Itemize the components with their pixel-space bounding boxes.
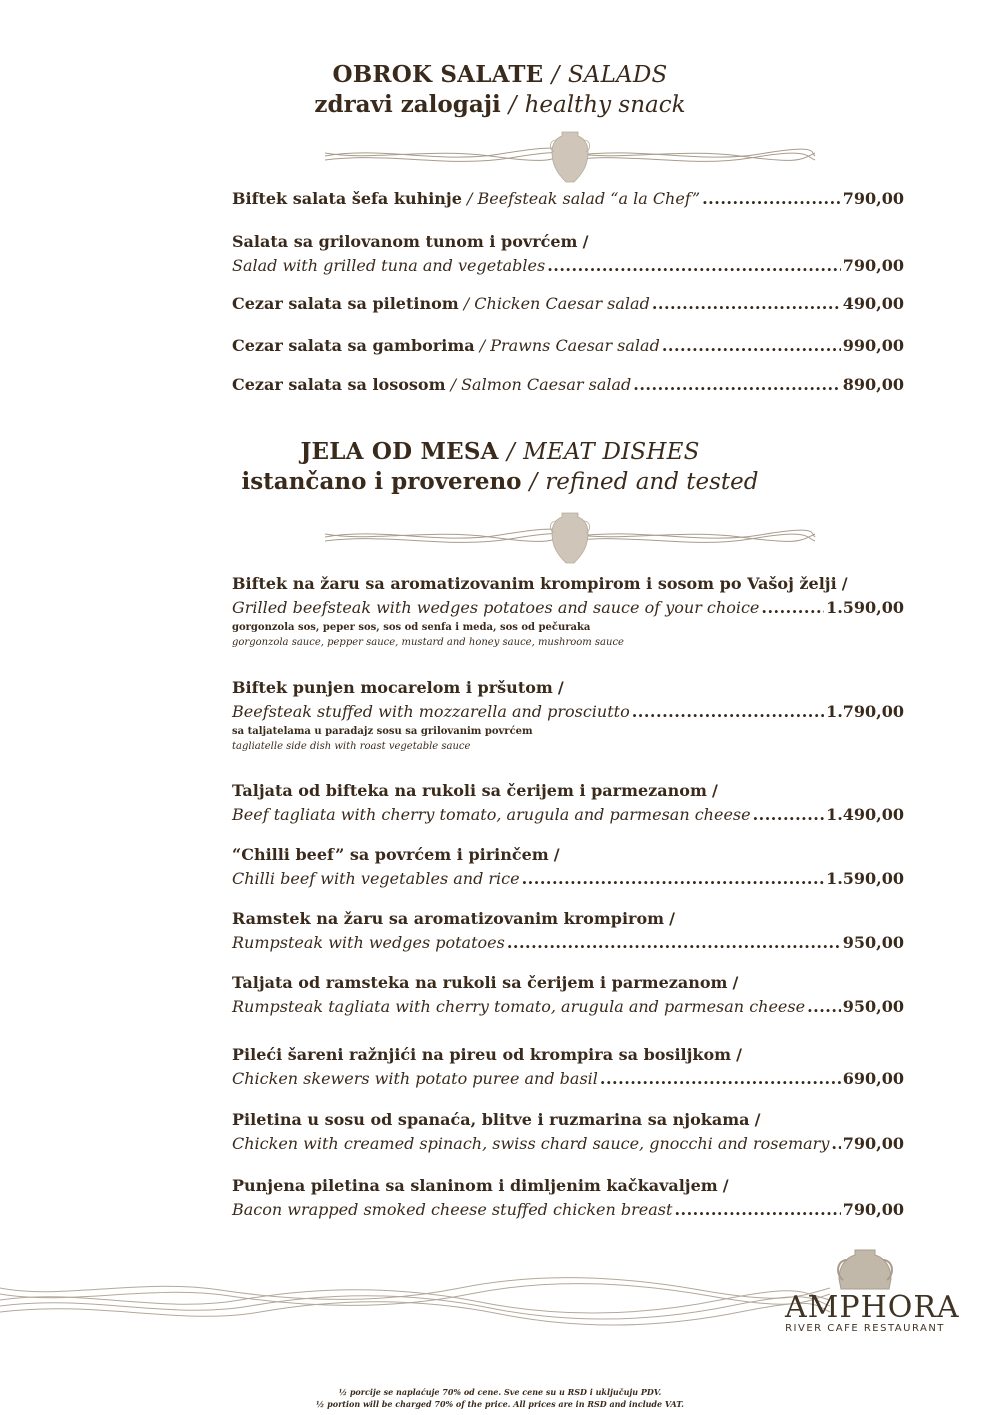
menu-item: Cezar salata sa lososom / Salmon Caesar salad ..... 890,00 [232, 373, 904, 397]
leader-dots [831, 1132, 840, 1156]
footer-note [0, 1386, 1000, 1410]
menu-item: “Chilli beef” sa povrćem i pirinčem / Chilli beef with vegetables and rice ..... 1.590,00 [232, 843, 904, 891]
item-note: sa taljatelama u paradajz sosu sa grilovanim povrćem [232, 726, 533, 737]
price: 1.590,00 [826, 869, 904, 888]
menu-item: Cezar salata sa gamborima / Prawns Caesar salad ..... 990,00 [232, 334, 904, 358]
salads-subtitle: zdravi zalogaji / healthy snack [314, 91, 686, 118]
brand-tagline: RIVER CAFE RESTAURANT [785, 1323, 945, 1334]
price: 790,00 [842, 256, 904, 275]
leader-dots [507, 931, 841, 955]
salads-title: OBROK SALATE / SALADS [332, 61, 668, 88]
price: 890,00 [842, 375, 904, 394]
leader-dots [674, 1198, 840, 1222]
price: 1.490,00 [826, 805, 904, 824]
price: 690,00 [842, 1069, 904, 1088]
meat-header [0, 437, 1000, 497]
item-note: gorgonzola sos, peper sos, sos od senfa i meda, sos od pečuraka [232, 622, 591, 633]
menu-item: Salata sa grilovanom tunom i povrćem / Salad with grilled tuna and vegetables ..... 790,00 [232, 230, 904, 278]
menu-item: Taljata od ramsteka na rukoli sa čerijem i parmezanom / Rumpsteak tagliata with cherry tomato, arugula and parmesan cheese ..... 950,00 [232, 971, 904, 1019]
brand-name: AMPHORA [785, 1290, 960, 1325]
leader-dots [633, 373, 840, 397]
meat-title: JELA OD MESA / MEAT DISHES [300, 438, 700, 465]
price: 790,00 [842, 1200, 904, 1219]
leader-dots [600, 1067, 841, 1091]
menu-item: Taljata od bifteka na rukoli sa čerijem i parmezanom / Beef tagliata with cherry tomato, arugula and parmesan cheese ..... 1.490,00 [232, 779, 904, 827]
leader-dots [807, 995, 841, 1019]
item-note-en: tagliatelle side dish with roast vegetable sauce [232, 741, 471, 752]
price: 790,00 [842, 1134, 904, 1153]
price: 950,00 [842, 997, 904, 1016]
amphora-divider [320, 507, 820, 567]
price: 1.590,00 [826, 598, 904, 617]
leader-dots [662, 334, 841, 358]
menu-item: Biftek punjen mocarelom i pršutom / Beefsteak stuffed with mozzarella and prosciutto ..... 1.790,00 sa taljatelama u paradajz sosu sa grilovanim povrćem tagliatelle side dish with roast vegetable sauce [232, 676, 904, 754]
item-note-en: gorgonzola sauce, pepper sauce, mustard and honey sauce, mushroom sauce [232, 637, 624, 648]
price: 950,00 [842, 933, 904, 952]
menu-item: Punjena piletina sa slaninom i dimljenim kačkavaljem / Bacon wrapped smoked cheese stuffed chicken breast ..... 790,00 [232, 1174, 904, 1222]
menu-item: Biftek salata šefa kuhinje / Beefsteak salad “a la Chef” ..... 790,00 [232, 187, 904, 211]
footer-line-sr: ½ porcije se naplaćuje 70% od cene. Sve cene su u RSD i uključuju PDV. [338, 1387, 662, 1397]
leader-dots [632, 700, 824, 724]
leader-dots [652, 292, 841, 316]
leader-dots [522, 867, 824, 891]
amphora-icon [550, 513, 589, 563]
footer-line-en: ½ portion will be charged 70% of the price. All prices are in RSD and include VAT. [316, 1399, 684, 1409]
amphora-divider [320, 126, 820, 186]
amphora-icon [550, 132, 589, 182]
leader-dots [753, 803, 824, 827]
meat-subtitle: istančano i provereno / refined and tested [241, 468, 759, 495]
salads-header [0, 60, 1000, 120]
leader-dots [761, 596, 824, 620]
leader-dots [702, 187, 841, 211]
price: 490,00 [842, 294, 904, 313]
menu-item: Piletina u sosu od spanaća, blitve i ruzmarina sa njokama / Chicken with creamed spinach, swiss chard sauce, gnocchi and rosemary ..... 790,00 [232, 1108, 904, 1156]
menu-item: Biftek na žaru sa aromatizovanim krompirom i sosom po Vašoj želji / Grilled beefsteak with wedges potatoes and sauce of your choice ..... 1.590,00 gorgonzola sos, peper sos, sos od senfa i meda, sos od pečuraka gorgonzola sauce, pepper sauce, mustard and honey sauce, mushroom sauce [232, 572, 904, 650]
menu-item: Cezar salata sa piletinom / Chicken Caesar salad ..... 490,00 [232, 292, 904, 316]
leader-dots [547, 254, 841, 278]
price: 790,00 [842, 189, 904, 208]
price: 990,00 [842, 336, 904, 355]
menu-item: Ramstek na žaru sa aromatizovanim krompirom / Rumpsteak with wedges potatoes ..... 950,00 [232, 907, 904, 955]
price: 1.790,00 [826, 702, 904, 721]
menu-item: Pileći šareni ražnjići na pireu od krompira sa bosiljkom / Chicken skewers with potato puree and basil ..... 690,00 [232, 1043, 904, 1091]
